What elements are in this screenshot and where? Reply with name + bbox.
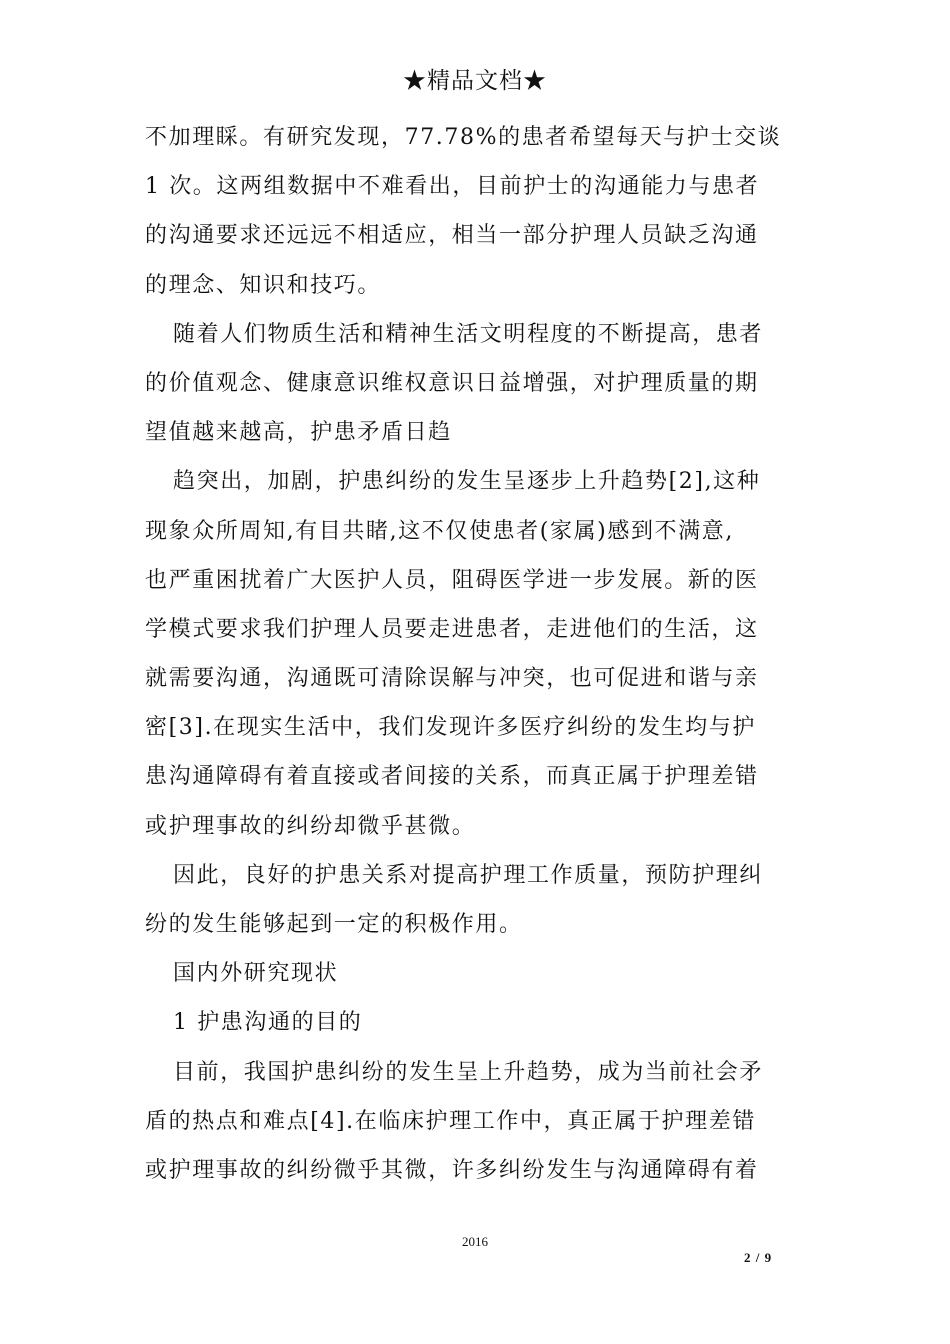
text-line: 望值越来越高，护患矛盾日趋: [145, 420, 452, 446]
subsection-heading: 1 护患沟通的目的: [173, 1010, 363, 1036]
text-line: 不加理睬。有研究发现，77.78%的患者希望每天与护士交谈: [145, 125, 782, 150]
text-line-paragraph-start: 因此，良好的护患关系对提高护理工作质量，预防护理纠: [173, 862, 764, 888]
text-line: 就需要沟通，沟通既可清除误解与冲突，也可促进和谐与亲: [145, 666, 759, 692]
text-line-paragraph-start: 目前，我国护患纠纷的发生呈上升趋势，成为当前社会矛: [173, 1059, 764, 1085]
text-line: 现象众所周知,有目共睹,这不仅使患者(家属)感到不满意,: [145, 518, 734, 544]
page-number: 2 / 9: [744, 1250, 773, 1265]
text-line: 密[3].在现实生活中，我们发现许多医疗纠纷的发生均与护: [145, 715, 756, 741]
text-line: 或护理事故的纠纷微乎其微，许多纠纷发生与沟通障碍有着: [145, 1157, 759, 1183]
document-body: [145, 113, 815, 1195]
text-line: 盾的热点和难点[4].在临床护理工作中，真正属于护理差错: [145, 1108, 756, 1134]
text-line: 的沟通要求还远远不相适应，相当一部分护理人员缺乏沟通: [145, 223, 759, 249]
document-header-title: ★精品文档★: [403, 68, 547, 94]
text-line: 纷的发生能够起到一定的积极作用。: [145, 912, 523, 937]
footer-year: 2016: [462, 1234, 488, 1249]
text-line: 或护理事故的纠纷却微乎甚微。: [145, 813, 476, 839]
text-line-paragraph-start: 趋突出，加剧，护患纠纷的发生呈逐步上升趋势[2],这种: [173, 469, 761, 495]
text-line: 患沟通障碍有着直接或者间接的关系，而真正属于护理差错: [145, 764, 759, 790]
text-line: 也严重困扰着广大医护人员，阻碍医学进一步发展。新的医: [145, 567, 759, 593]
text-line: 1 次。这两组数据中不难看出，目前护士的沟通能力与患者: [145, 174, 760, 200]
text-line-paragraph-start: 随着人们物质生活和精神生活文明程度的不断提高，患者: [173, 321, 764, 347]
text-line: 学模式要求我们护理人员要走进患者，走进他们的生活，这: [145, 616, 759, 642]
text-line: 的价值观念、健康意识维权意识日益增强，对护理质量的期: [145, 370, 759, 396]
text-line: 的理念、知识和技巧。: [145, 272, 382, 298]
section-heading: 国内外研究现状: [173, 961, 339, 987]
